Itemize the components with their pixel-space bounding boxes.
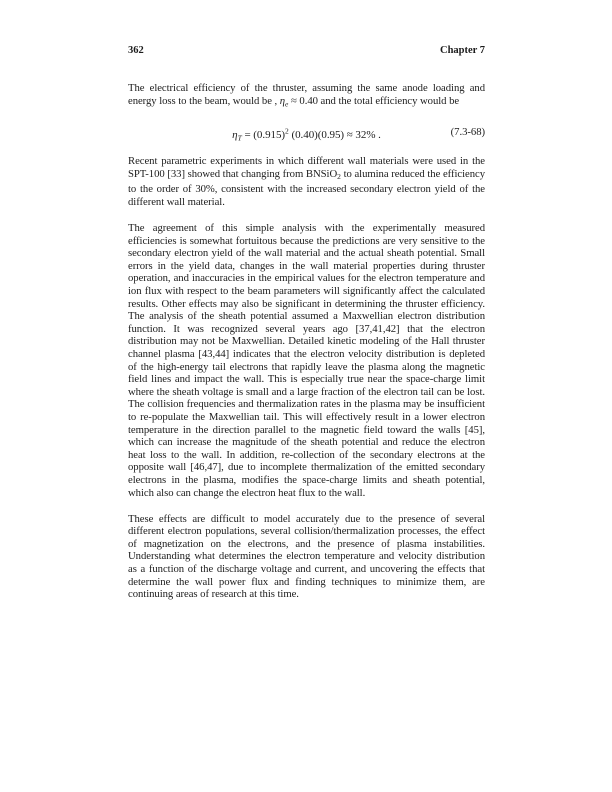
- equation-block: [128, 124, 485, 145]
- page-header: [128, 45, 485, 56]
- page-content: [128, 82, 485, 614]
- eta-t-symbol: η: [232, 128, 238, 141]
- page-number: 362: [128, 45, 144, 56]
- paragraph-1-text-start: The electrical efficiency of the thruster, assuming the same anode loading and energy loss to the beam, would be ,: [128, 82, 485, 107]
- eta-e-subscript: e: [285, 99, 289, 109]
- paragraph-4: These effects are difficult to model accurately due to the presence of several different electron populations, several collision/thermalization processes, the effect of magnetization on the electrons, and the presence of plasma instabilities. Understanding what determines the electron temperature and velocity distribution as a function of the discharge voltage and current, and uncovering the effects that determine the wall power flux and finding techniques to minimize them, are continuing areas of research at this time.: [128, 512, 485, 601]
- equation-body: [232, 126, 381, 143]
- paragraph-2: [128, 155, 485, 208]
- eta-e-symbol: η: [279, 94, 286, 107]
- paragraph-2-text-start: Recent parametric experiments in which different wall materials were used in the SPT-100 [33] showed that changing from BNSiO: [128, 155, 485, 180]
- equation-number: (7.3-68): [450, 126, 485, 139]
- bnsio2-subscript: 2: [337, 171, 341, 181]
- paragraph-3: The agreement of this simple analysis with the experimentally measured efficiencies is somewhat fortuitous because the predictions are very sensitive to the secondary electron yield of the wall material and the actual sheath potential. Small errors in the yield data, changes in the wall material properties during thruster operation, and inaccuracies in the empirical values for the electron temperature and ion flux with respect to the beam parameters will significantly affect the calculated results. Other effects may also be significant in determining the thruster efficiency. The analysis of the sheath potential assumed a Maxwellian electron distribution function. It was recognized several years ago [37,41,42] that the electron distribution may not be Maxwellian. Detailed kinetic modeling of the Hall thruster channel plasma [43,44] indicates that the electron velocity distribution is depleted of the high-energy tail electrons that rapidly leave the plasma along the magnetic field lines and impact the wall. This is especially true near the space-charge limit where the sheath voltage is small and a large fraction of the electron tail can be lost. The collision frequencies and thermalization rates in the plasma may be insufficient to re-populate the Maxwellian tail. This will effectively result in a lower electron temperature in the direction parallel to the magnetic field toward the walls [45], which can increase the magnitude of the sheath potential and reduce the electron heat loss to the wall. In addition, re-collection of the secondary electrons at the opposite wall [46,47], due to incomplete thermalization of the emitted secondary electrons in the plasma, modifies the space-charge limits and sheath potential, which also can change the electron heat flux to the wall.: [128, 222, 485, 499]
- equation-exponent: 2: [285, 126, 289, 136]
- chapter-header: Chapter 7: [439, 45, 485, 56]
- equation-body-start: = (0.915): [241, 128, 286, 141]
- paragraph-2-text-end: to alumina reduced the efficiency to the order of 30%, consistent with the increased secondary electron yield of the different wall material.: [128, 167, 485, 208]
- paragraph-1: [128, 82, 485, 111]
- eta-t-subscript: T: [237, 133, 242, 143]
- equation-body-end: (0.40)(0.95) ≈ 32% .: [288, 128, 381, 141]
- paragraph-1-text-end: ≈ 0.40 and the total efficiency would be: [288, 94, 460, 107]
